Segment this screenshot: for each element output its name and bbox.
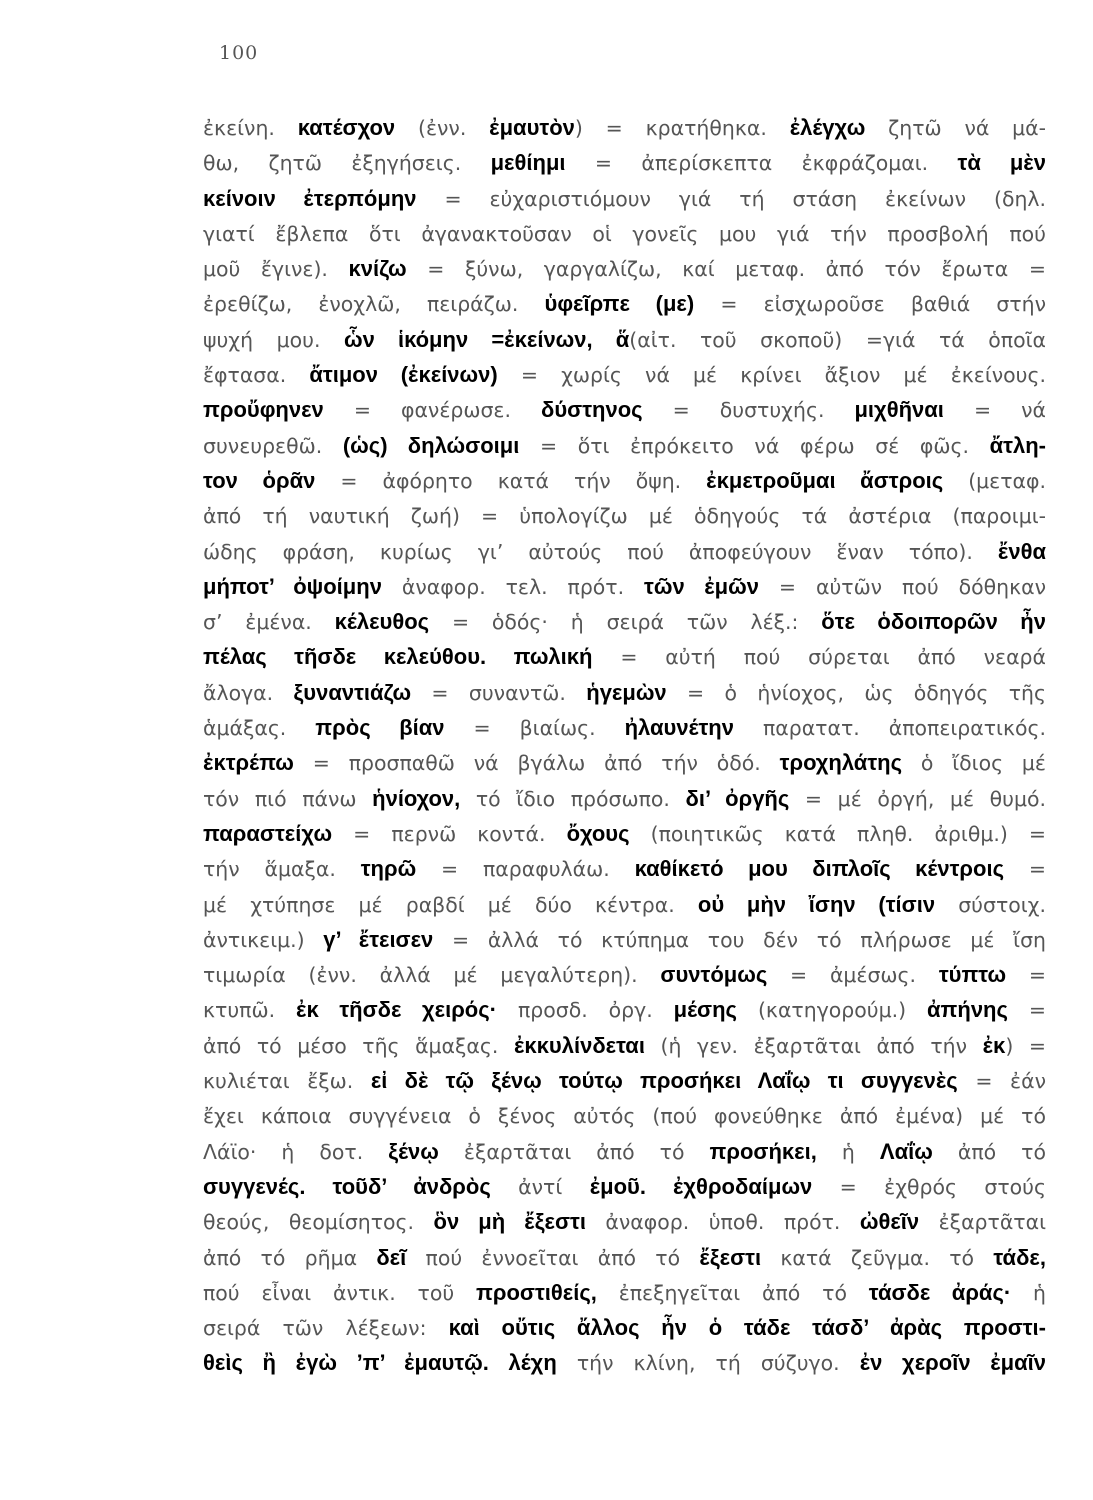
text-line (203, 1169, 1046, 1204)
text-line (203, 604, 1046, 639)
text-line (203, 745, 1046, 780)
text-line (203, 1063, 1046, 1098)
greek-term-bold: τάσδε ἀράς· (868, 1279, 1012, 1305)
greek-term-bold: ὃν μὴ ἔξεστι (433, 1209, 586, 1235)
gloss-text: μέ χτύπησε μέ ραβδί μέ δύο κέντρα. (203, 892, 698, 917)
gloss-text: ψυχή μου. (203, 327, 344, 352)
gloss-text: ἔχει κάποια συγγένεια ὁ ξένος αὐτός (πού φονεύθηκε ἀπό ἐμένα) μέ τό (203, 1104, 1046, 1129)
gloss-text: σειρά τῶν λέξεων: (203, 1316, 449, 1341)
greek-term-bold: μιχθῆναι (854, 397, 944, 423)
gloss-text: = παραφυλάω. (416, 857, 635, 882)
gloss-text: παρατατ. ἀποπειρατικός. (733, 716, 1046, 741)
greek-term-bold: τον ὁρᾶν (203, 467, 316, 493)
gloss-text: ὁ ἴδιος μέ (902, 751, 1046, 776)
text-line (203, 992, 1046, 1027)
gloss-text: σύστοιχ. (935, 892, 1046, 917)
greek-term-bold: παραστείχω (203, 820, 333, 846)
greek-term-bold: δεῖ (376, 1244, 407, 1270)
gloss-text: ἀντί (490, 1174, 590, 1199)
gloss-text: = βιαίως. (444, 716, 625, 741)
greek-term-bold: τύπτω (938, 962, 1007, 988)
greek-term-bold: (ὡς) δηλώσοιμι (342, 432, 520, 458)
gloss-text: προσδ. ὀργ. (497, 998, 674, 1023)
gloss-text: τόν πιό πάνω (203, 786, 373, 811)
text-line (203, 216, 1046, 251)
text-line (203, 851, 1046, 886)
text-line (203, 110, 1046, 145)
gloss-text: = ὁδός· ἡ σειρά τῶν λέξ.: (429, 610, 822, 635)
text-line (203, 1134, 1046, 1169)
greek-term-bold: ἐμαυτὸν (489, 115, 575, 140)
text-line (203, 1275, 1046, 1310)
gloss-text: θω, ζητῶ ἐξηγήσεις. (203, 151, 491, 176)
text-line (203, 1204, 1046, 1239)
greek-term-bold: ὑφεῖρπε (με) (544, 291, 695, 317)
greek-term-bold: τῶν ἐμῶν (644, 573, 759, 599)
text-line (203, 569, 1046, 604)
gloss-text: ἀναφορ. τελ. πρότ. (381, 574, 645, 599)
greek-term-bold: προστιθείς, (476, 1279, 597, 1305)
gloss-text: ἡ (816, 1139, 880, 1164)
greek-term-bold: ἐμοῦ. ἐχθροδαίμων (589, 1173, 813, 1199)
gloss-text: = δυστυχής. (642, 398, 855, 423)
gloss-text: ἡ (1011, 1280, 1046, 1305)
greek-term-bold: μεθίημι (490, 150, 566, 176)
gloss-text: κτυπῶ. (203, 998, 297, 1023)
gloss-text: ζητῶ νά μά- (865, 116, 1046, 140)
gloss-text: = συναντῶ. (411, 680, 587, 705)
gloss-text: = περνῶ κοντά. (332, 821, 567, 846)
greek-term-bold: ἐκμετροῦμαι ἄστροις (706, 467, 944, 493)
text-line (203, 1345, 1046, 1380)
gloss-text: κατά ζεῦγμα. τό (761, 1245, 994, 1270)
gloss-text: ) = (1005, 1033, 1046, 1058)
commentary-text-block (203, 110, 1046, 1381)
text-line (203, 781, 1046, 816)
text-line (203, 887, 1046, 922)
greek-term-bold: οὐ μὴν ἴσην (τίσιν (697, 891, 936, 917)
gloss-text: ἐκείνη. (203, 116, 298, 140)
text-line (203, 534, 1046, 569)
gloss-text: = ἀπερίσκεπτα ἐκφράζομαι. (565, 151, 958, 176)
gloss-text: πού ἐννοεῖται ἀπό τό (406, 1245, 700, 1270)
gloss-text: ἀντικειμ.) (203, 927, 324, 952)
gloss-text: = φανέρωσε. (323, 398, 542, 423)
gloss-text: = ἀμέσως. (767, 963, 939, 988)
greek-term-bold: γ’ ἔτεισεν (323, 926, 434, 952)
text-line (203, 357, 1046, 392)
text-line (203, 463, 1046, 498)
greek-term-bold: Λαΐῳ (879, 1138, 933, 1164)
gloss-text: ἀπό τή ναυτική ζωή) = ὑπολογίζω μέ ὁδηγούς τά ἀστέρια (παροιμι- (203, 504, 1046, 529)
greek-term-bold: κέλευθος (334, 609, 430, 635)
gloss-text: ἔφτασα. (203, 363, 310, 388)
gloss-text: = ἀλλά τό κτύπημα του δέν τό πλήρωσε μέ ἴση (433, 927, 1046, 952)
gloss-text: = αὐτῶν πού δόθηκαν (758, 574, 1046, 599)
greek-term-bold: ἀπήνης (927, 997, 1008, 1023)
gloss-text: = ἀφόρητο κατά τήν ὄψη. (315, 468, 707, 493)
gloss-text: = ἐχθρός στούς (812, 1174, 1046, 1199)
gloss-text: συνευρεθῶ. (203, 433, 343, 458)
text-line (203, 675, 1046, 710)
text-line (203, 957, 1046, 992)
greek-term-bold: μήποτ’ ὀψοίμην (203, 573, 382, 599)
text-line (203, 1240, 1046, 1275)
greek-term-bold: ἐκ (982, 1032, 1006, 1058)
page-number: 100 (219, 42, 259, 64)
gloss-text: τήν ἅμαξα. (203, 857, 361, 882)
greek-term-bold: τηρῶ (360, 856, 417, 882)
gloss-text: ώδης φράση, κυρίως γι’ αὐτούς πού ἀποφεύγουν ἕναν τόπο). (203, 539, 998, 564)
text-line (203, 392, 1046, 427)
greek-term-bold: ἐλέγχω (789, 115, 866, 140)
greek-term-bold: θεὶς ἢ ἐγὼ ’π’ ἐμαυτῷ. λέχη (203, 1350, 557, 1376)
gloss-text: = προσπαθῶ νά βγάλω ἀπό τήν ὁδό. (293, 751, 780, 776)
greek-term-bold: τὰ μὲν (957, 150, 1046, 176)
text-line (203, 286, 1046, 321)
greek-term-bold: τροχηλάτης (779, 750, 903, 776)
text-line (203, 816, 1046, 851)
gloss-text: ἐξαρτᾶται ἀπό τό (438, 1139, 710, 1164)
gloss-text: = αὐτή πού σύρεται ἀπό νεαρά (592, 645, 1046, 670)
gloss-text: = ὁ ἡνίοχος, ὡς ὁδηγός τῆς (666, 680, 1046, 705)
gloss-text: = εὐχαριστιόμουν γιά τή στάση ἐκείνων (δηλ. (416, 186, 1046, 211)
gloss-text: μοῦ ἔγινε). (203, 257, 349, 282)
greek-term-bold: ὠθεῖν (859, 1209, 920, 1235)
gloss-text: = (1004, 857, 1046, 882)
gloss-text: (ἡ γεν. ἐξαρτᾶται ἀπό τήν (644, 1033, 983, 1058)
text-line (203, 181, 1046, 216)
gloss-text: (μεταφ. (943, 468, 1046, 493)
greek-term-bold: ὅτε ὁδοιπορῶν ἦν (821, 609, 1046, 635)
gloss-text: (ποιητικῶς κατά πληθ. ἀριθμ.) = (629, 821, 1046, 846)
greek-term-bold: ἐκ τῆσδε χειρός· (296, 997, 498, 1023)
greek-term-bold: ἄτλη- (989, 432, 1046, 458)
text-line (203, 498, 1046, 533)
greek-term-bold: ὧν ἱκόμην =ἐκείνων, ἅ (343, 326, 630, 352)
gloss-text: = νά (943, 398, 1046, 423)
gloss-text: (κατηγορούμ.) (737, 998, 928, 1023)
greek-term-bold: ἐκτρέπω (203, 750, 294, 776)
greek-term-bold: ἡγεμὼν (586, 679, 667, 705)
gloss-text: τό ἴδιο πρόσωπο. (460, 786, 686, 811)
greek-term-bold: ὄχους (566, 820, 630, 846)
gloss-text: Λάϊο· ἡ δοτ. (203, 1139, 389, 1164)
gloss-text: (ἐνν. (395, 116, 490, 140)
gloss-text: γιατί ἔβλεπα ὅτι ἀγανακτοῦσαν οἱ γονεῖς μου γιά τήν προσβολή πού (203, 221, 1046, 246)
greek-term-bold: ξένῳ (388, 1138, 439, 1164)
greek-term-bold: ἐν χεροῖν ἐμαῖν (859, 1350, 1046, 1376)
greek-term-bold: ἔνθα (997, 538, 1046, 564)
text-line (203, 251, 1046, 286)
gloss-text: σ’ ἐμένα. (203, 610, 335, 635)
gloss-text: ) = κρατήθηκα. (574, 116, 790, 140)
greek-term-bold: κείνοιν ἐτερπόμην (203, 185, 417, 211)
text-line (203, 710, 1046, 745)
greek-term-bold: προσήκει, (709, 1138, 817, 1164)
greek-term-bold: συγγενές. τοῦδ’ ἀνδρὸς (203, 1173, 491, 1199)
greek-term-bold: κνίζω (348, 256, 407, 282)
gloss-text: θεούς, θεομίσητος. (203, 1210, 434, 1235)
text-line (203, 1310, 1046, 1345)
greek-term-bold: ξυναντιάζω (293, 679, 412, 705)
greek-term-bold: κατέσχον (297, 115, 396, 140)
text-line (203, 639, 1046, 674)
gloss-text: τιμωρία (ἐνν. ἀλλά μέ μεγαλύτερη). (203, 963, 661, 988)
gloss-text: ἄλογα. (203, 680, 294, 705)
text-line (203, 922, 1046, 957)
greek-term-bold: ἡνίοχον, (372, 785, 461, 811)
gloss-text: ἀπό τό ρῆμα (203, 1245, 377, 1270)
greek-term-bold: προὔφηνεν (203, 397, 324, 423)
greek-term-bold: ἐκκυλίνδεται (513, 1032, 645, 1058)
greek-term-bold: μέσης (673, 997, 737, 1023)
greek-term-bold: πρὸς βίαν (315, 715, 445, 741)
greek-term-bold: ἄτιμον (ἐκείνων) (309, 362, 498, 388)
gloss-text: κυλιέται ἔξω. (203, 1069, 371, 1094)
gloss-text: τήν κλίνη, τή σύζυγο. (556, 1351, 860, 1376)
gloss-text: = ὅτι ἐπρόκειτο νά φέρω σέ φῶς. (519, 433, 990, 458)
greek-term-bold: καὶ οὔτις ἄλλος ἦν ὁ τάδε τάσδ’ ἀρὰς προστι- (448, 1315, 1046, 1341)
gloss-text: = μέ ὀργή, μέ θυμό. (789, 786, 1046, 811)
gloss-text: = (1006, 963, 1046, 988)
greek-term-bold: τάδε, (993, 1244, 1046, 1270)
text-line (203, 1028, 1046, 1063)
gloss-text: = ξύνω, γαργαλίζω, καί μεταφ. ἀπό τόν ἔρωτα = (406, 257, 1046, 282)
greek-term-bold: ἠλαυνέτην (624, 715, 734, 741)
gloss-text: ἀπό τό μέσο τῆς ἅμαξας. (203, 1033, 514, 1058)
gloss-text: = χωρίς νά μέ κρίνει ἄξιον μέ ἐκείνους. (497, 363, 1046, 388)
gloss-text: (αἰτ. τοῦ σκοποῦ) =γιά τά ὁποῖα (629, 327, 1046, 352)
greek-term-bold: δύστηνος (541, 397, 643, 423)
gloss-text: ἀπό τό (932, 1139, 1046, 1164)
greek-term-bold: πέλας τῆσδε κελεύθου. πωλική (203, 644, 593, 670)
text-line (203, 322, 1046, 357)
greek-term-bold: εἰ δὲ τῷ ξένῳ τούτῳ προσήκει Λαΐῳ τι συγγενὲς (370, 1068, 958, 1094)
gloss-text: πού εἶναι ἀντικ. τοῦ (203, 1280, 476, 1305)
gloss-text: ἐρεθίζω, ἐνοχλῶ, πειράζω. (203, 292, 545, 317)
gloss-text: ἁμάξας. (203, 716, 316, 741)
greek-term-bold: ἔξεστι (699, 1244, 762, 1270)
greek-term-bold: καθίκετό μου διπλοῖς κέντροις (634, 856, 1005, 882)
text-line (203, 428, 1046, 463)
gloss-text: = (1007, 998, 1046, 1023)
gloss-text: ἀναφορ. ὑποθ. πρότ. (585, 1210, 860, 1235)
gloss-text: = ἐάν (957, 1069, 1046, 1094)
text-line (203, 145, 1046, 180)
gloss-text: ἐπεξηγεῖται ἀπό τό (596, 1280, 869, 1305)
gloss-text: = εἰσχωροῦσε βαθιά στήν (694, 292, 1046, 317)
greek-term-bold: συντόμως (660, 962, 768, 988)
text-line (203, 1098, 1046, 1133)
greek-term-bold: δι’ ὀργῆς (685, 785, 790, 811)
gloss-text: ἐξαρτᾶται (919, 1210, 1046, 1235)
